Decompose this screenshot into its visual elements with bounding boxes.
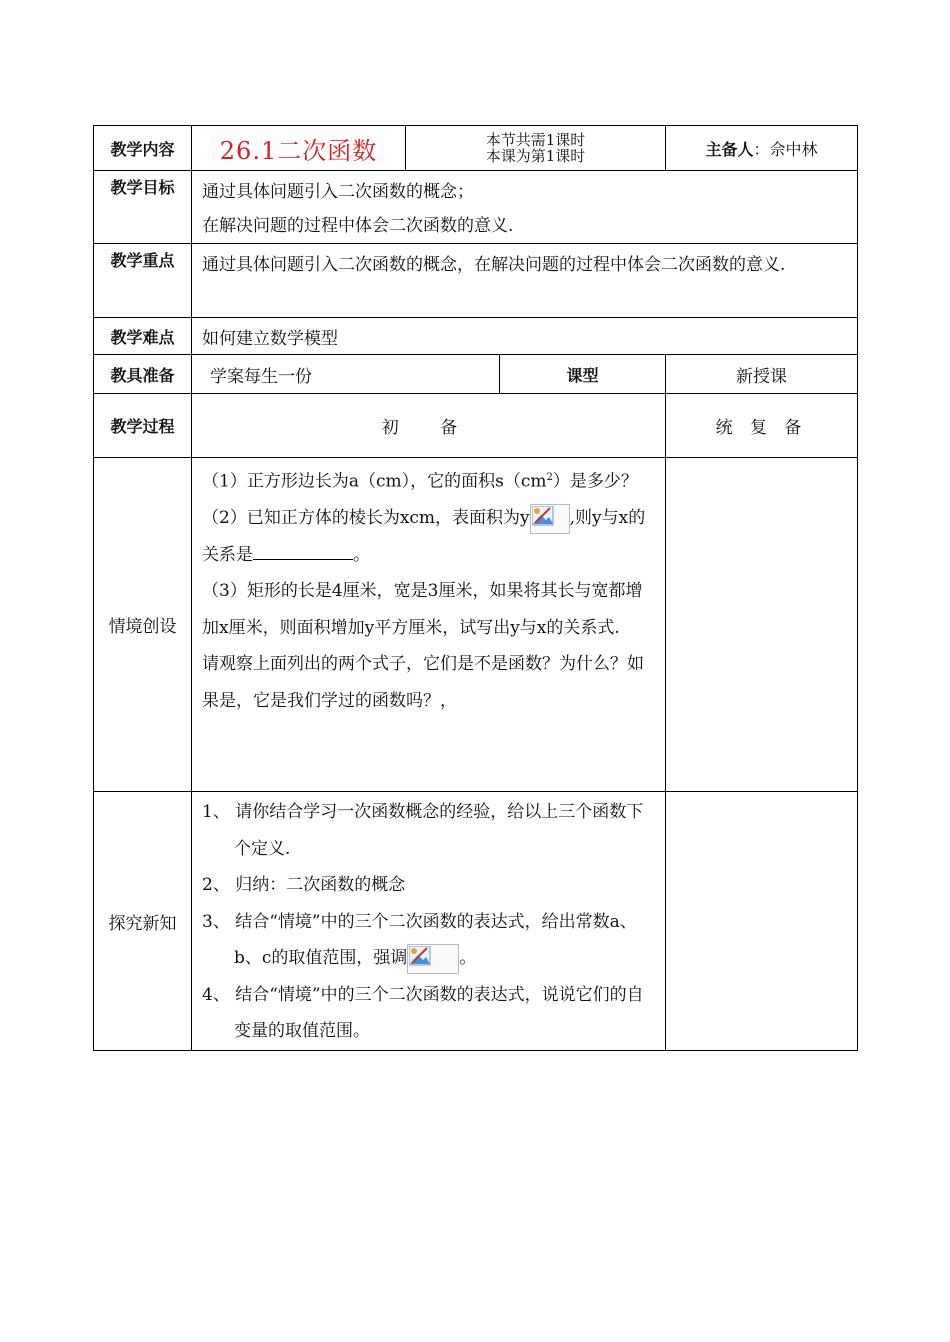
author-key: 主备人 bbox=[705, 139, 754, 159]
situation-content bbox=[192, 458, 666, 792]
goal-line-1: 通过具体问题引入二次函数的概念； bbox=[202, 182, 474, 202]
situation-q4: 请观察上面列出的两个式子，它们是不是函数？为什么？如果是，它是我们学过的函数吗？， bbox=[202, 654, 644, 711]
situation-q3: （3）矩形的长是4厘米，宽是3厘米，如果将其长与宽都增加x厘米，则面积增加y平方厘米，试写出y与x的关系式. bbox=[202, 581, 643, 638]
broken-image-icon bbox=[407, 944, 459, 974]
hours-total: 本节共需1课时 bbox=[485, 131, 586, 149]
difficulty-label: 教学难点 bbox=[94, 318, 192, 355]
explore-content bbox=[192, 792, 666, 1051]
prep-row bbox=[94, 355, 858, 394]
lesson-title: 26.1二次函数 bbox=[192, 126, 406, 171]
difficulty-text: 如何建立数学模型 bbox=[192, 318, 858, 355]
content-label: 教学内容 bbox=[94, 126, 192, 171]
explore-label: 探究新知 bbox=[94, 792, 192, 1051]
explore-item-1: 1、 请你结合学习一次函数概念的经验，给以上三个函数下个定义. bbox=[202, 802, 644, 859]
process-col-initial: 初 备 bbox=[192, 394, 666, 458]
process-col-review: 统 复 备 bbox=[666, 394, 858, 458]
author-cell bbox=[666, 126, 858, 171]
hours-current: 本课为第1课时 bbox=[485, 147, 586, 165]
broken-image-icon bbox=[530, 504, 570, 534]
prep-value: 学案每生一份 bbox=[192, 355, 500, 394]
prep-label: 教具准备 bbox=[94, 355, 192, 394]
author-sep: ： bbox=[753, 139, 770, 159]
situation-row bbox=[94, 458, 858, 792]
situation-q2: （2）已知正方体的棱长为xcm，表面积为y ,则y与x的关系是 。 bbox=[202, 500, 657, 573]
lesson-type-label: 课型 bbox=[500, 355, 666, 394]
difficulty-row bbox=[94, 318, 858, 355]
situation-review-cell bbox=[666, 458, 858, 792]
explore-item-3: 3、 结合“情境”中的三个二次函数的表达式，给出常数a、b、c的取值范围，强调 。 bbox=[202, 904, 657, 977]
explore-item-2: 2、 归纳：二次函数的概念 bbox=[202, 875, 406, 895]
situation-q1: （1）正方形边长为a（cm），它的面积$s(cm^2)$是多少？ bbox=[202, 471, 638, 492]
goal-line-2: 在解决问题的过程中体会二次函数的意义. bbox=[202, 216, 514, 236]
author-name: 佘中林 bbox=[769, 139, 818, 159]
goals-label: 教学目标 bbox=[94, 171, 192, 244]
goals-row bbox=[94, 171, 858, 244]
lesson-plan-table bbox=[93, 125, 858, 1051]
explore-row bbox=[94, 792, 858, 1051]
class-hours bbox=[406, 126, 666, 171]
explore-review-cell bbox=[666, 792, 858, 1051]
goals-content bbox=[192, 171, 858, 244]
key-points-text: 通过具体问题引入二次函数的概念，在解决问题的过程中体会二次函数的意义. bbox=[192, 244, 858, 318]
situation-label: 情境创设 bbox=[94, 458, 192, 792]
key-points-label: 教学重点 bbox=[94, 244, 192, 318]
process-row bbox=[94, 394, 858, 458]
process-label: 教学过程 bbox=[94, 394, 192, 458]
answer-blank[interactable] bbox=[253, 541, 353, 560]
header-row bbox=[94, 126, 858, 171]
lesson-type-value: 新授课 bbox=[666, 355, 858, 394]
explore-item-4: 4、 结合“情境”中的三个二次函数的表达式，说说它们的自变量的取值范围。 bbox=[202, 984, 644, 1041]
key-points-row bbox=[94, 244, 858, 318]
